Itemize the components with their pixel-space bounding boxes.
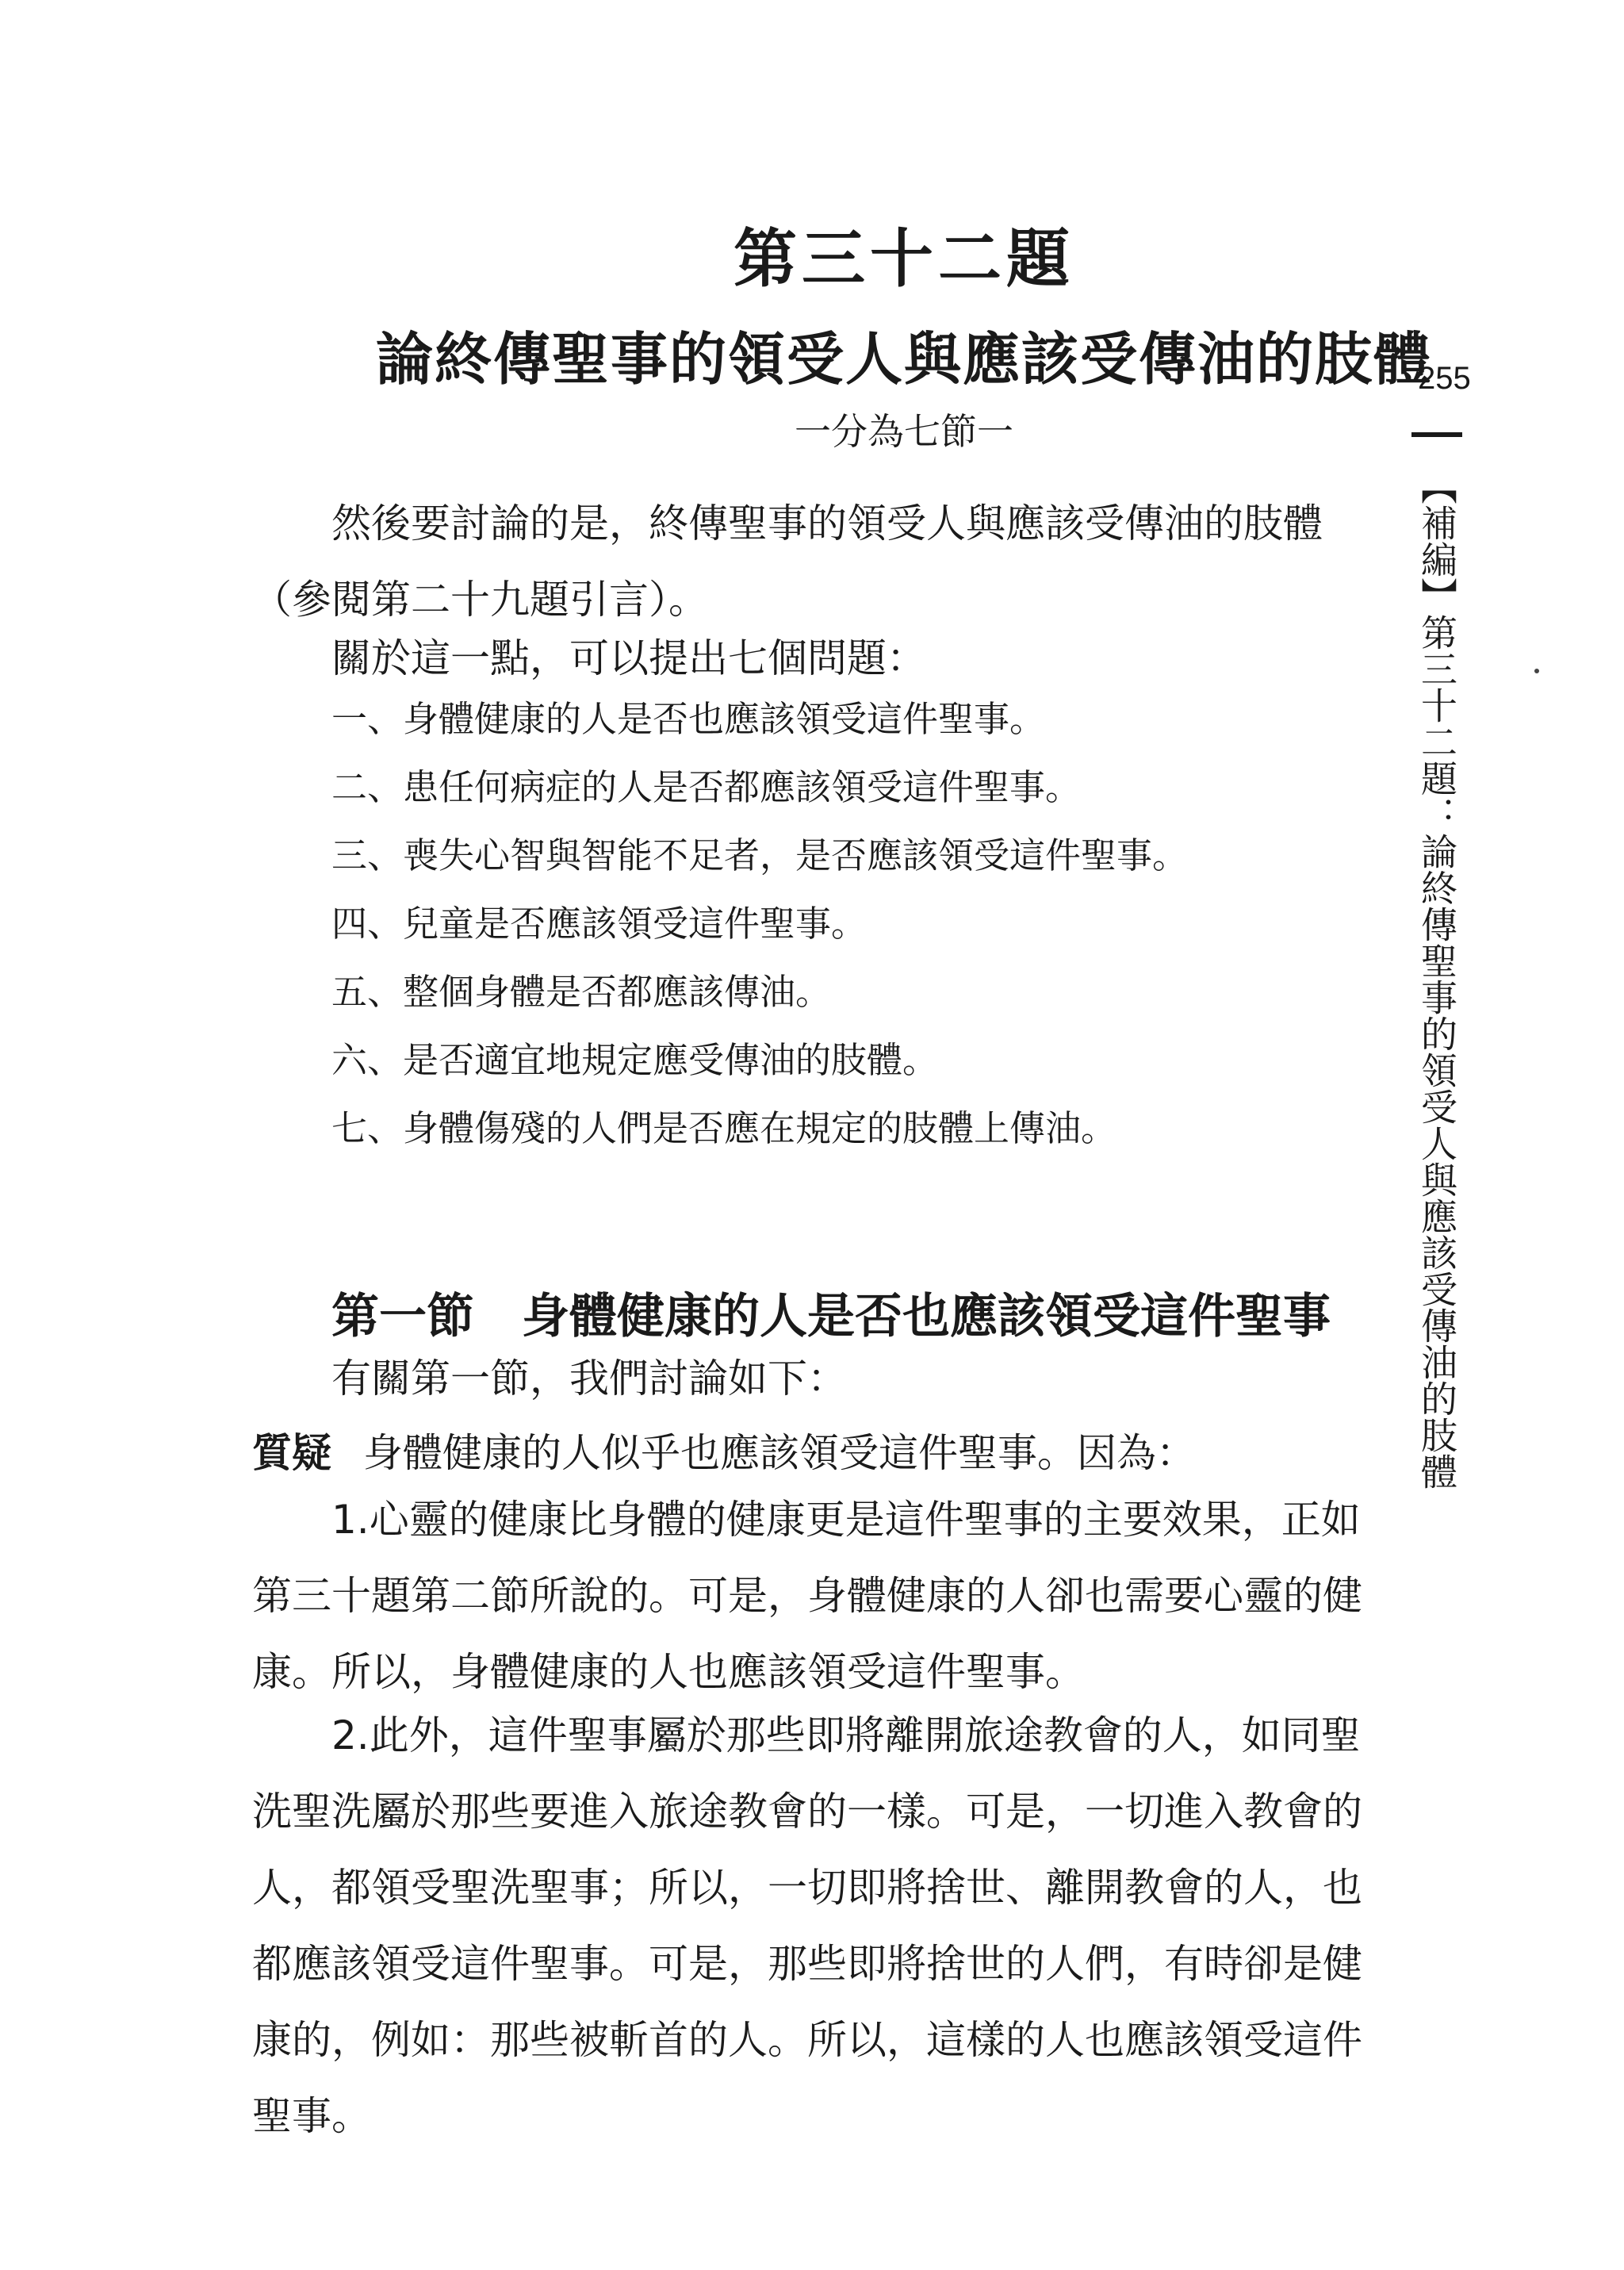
objection-point-1: 1.心靈的健康比身體的健康更是這件聖事的主要效果，正如第三十題第二節所說的。可是，身體健康的人卻也需要心靈的健康。所以，身體健康的人也應該領受這件聖事。	[252, 1497, 1362, 1695]
page-number: 255	[1418, 361, 1471, 396]
topic-title: 論終傳聖事的領受人與應該受傳油的肢體	[375, 326, 1432, 393]
question-item: 一、身體健康的人是否也應該領受這件聖事。	[331, 698, 1046, 740]
objection-point-2: 2.此外，這件聖事屬於那些即將離開旅途教會的人，如同聖洗聖洗屬於那些要進入旅途教會的一樣。可是，一切進入教會的人，都領受聖洗聖事；所以，一切即將捨世、離開教會的人，也都應該領受這件聖事。可是，那些即將捨世的人們，有時卻是健康的，例如：那些被斬首的人。所以，這樣的人也應該領受這件聖事。	[252, 1712, 1362, 2139]
section-heading: 第一節 身體健康的人是否也應該領受這件聖事	[331, 1289, 1331, 1344]
question-item: 二、患任何病症的人是否都應該領受這件聖事。	[331, 766, 1082, 808]
question-item: 七、身體傷殘的人們是否應在規定的肢體上傳油。	[331, 1107, 1117, 1149]
subtitle: 一分為七節一	[795, 410, 1013, 453]
question-item: 三、喪失心智與智能不足者，是否應該領受這件聖事。	[331, 834, 1189, 876]
scan-speck	[1534, 669, 1539, 673]
section-intro: 有關第一節，我們討論如下：	[331, 1355, 847, 1401]
question-item: 五、整個身體是否都應該傳油。	[331, 971, 832, 1013]
intro-paragraph: 然後要討論的是，終傳聖事的領受人與應該受傳油的肢體（參閱第二十九題引言）。	[252, 500, 1323, 623]
running-head: 【補編】第三十二題：論終傳聖事的領受人與應該受傳油的肢體	[1415, 468, 1458, 1490]
questions-intro: 關於這一點，可以提出七個問題：	[331, 635, 926, 681]
question-item: 四、兒童是否應該領受這件聖事。	[331, 903, 868, 945]
objection-label: 質疑	[252, 1430, 331, 1476]
chapter-title: 第三十二題	[733, 221, 1074, 296]
question-item: 六、是否適宜地規定應受傳油的肢體。	[331, 1039, 939, 1081]
page-number-rule	[1411, 432, 1462, 437]
objection-line	[252, 1421, 1196, 1478]
objection-text: 身體健康的人似乎也應該領受這件聖事。因為：	[363, 1430, 1196, 1476]
